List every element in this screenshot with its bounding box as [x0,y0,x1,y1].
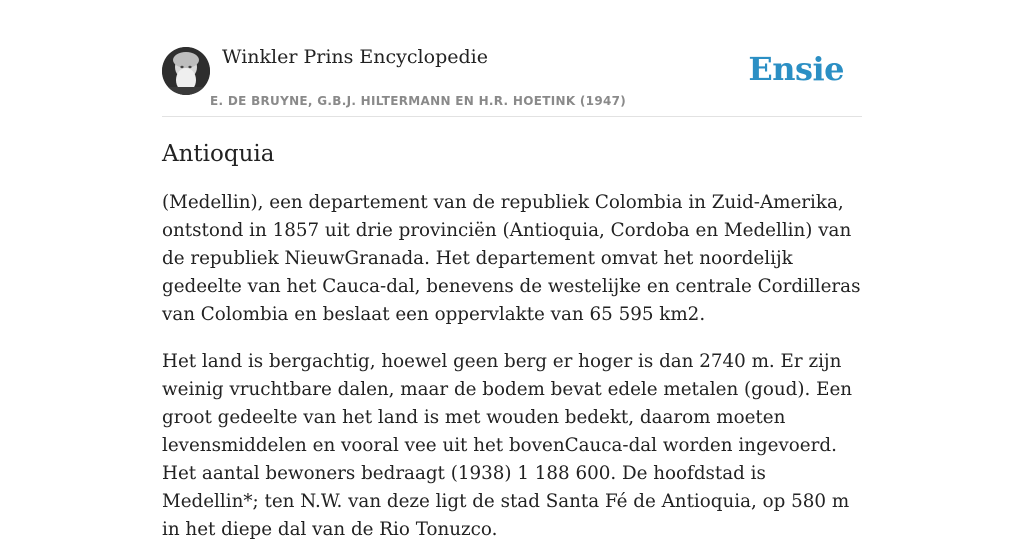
ensie-logo[interactable]: Ensie [748,50,844,88]
publication-authors: E. DE BRUYNE, G.B.J. HILTERMANN EN H.R. HOETINK (1947) [210,94,627,108]
author-portrait-image [162,47,210,95]
page-container [162,0,862,544]
article-title: Antioquia [162,141,275,167]
publication-title[interactable]: Winkler Prins Encyclopedie [222,46,488,68]
article-paragraph-1: (Medellin), een departement van de republiek Colombia in Zuid-Amerika, ontstond in 1857 uit drie provinciën (Antioquia, Cordoba en Medellin) van de republiek NieuwGranada. Het departement omvat het noordelijk gedeelte van het Cauca-dal, benevens de westelijke en centrale Cordilleras van Colombia en beslaat een oppervlakte van 65 595 km2. [162,192,861,325]
author-avatar[interactable] [162,47,210,95]
publication-header [162,0,862,117]
article-paragraph-2: Het land is bergachtig, hoewel geen berg er hoger is dan 2740 m. Er zijn weinig vruchtbare dalen, maar de bodem bevat edele metalen (goud). Een groot gedeelte van het land is met wouden bedekt, daarom moeten levensmiddelen en vooral vee uit het bovenCauca-dal worden ingevoerd. Het aantal bewoners bedraagt (1938) 1 188 600. De hoofdstad is Medellin*; ten N.W. van deze ligt de stad Santa Fé de Antioquia, op 580 m in het diepe dal van de Rio Tonuzco. [162,351,853,540]
